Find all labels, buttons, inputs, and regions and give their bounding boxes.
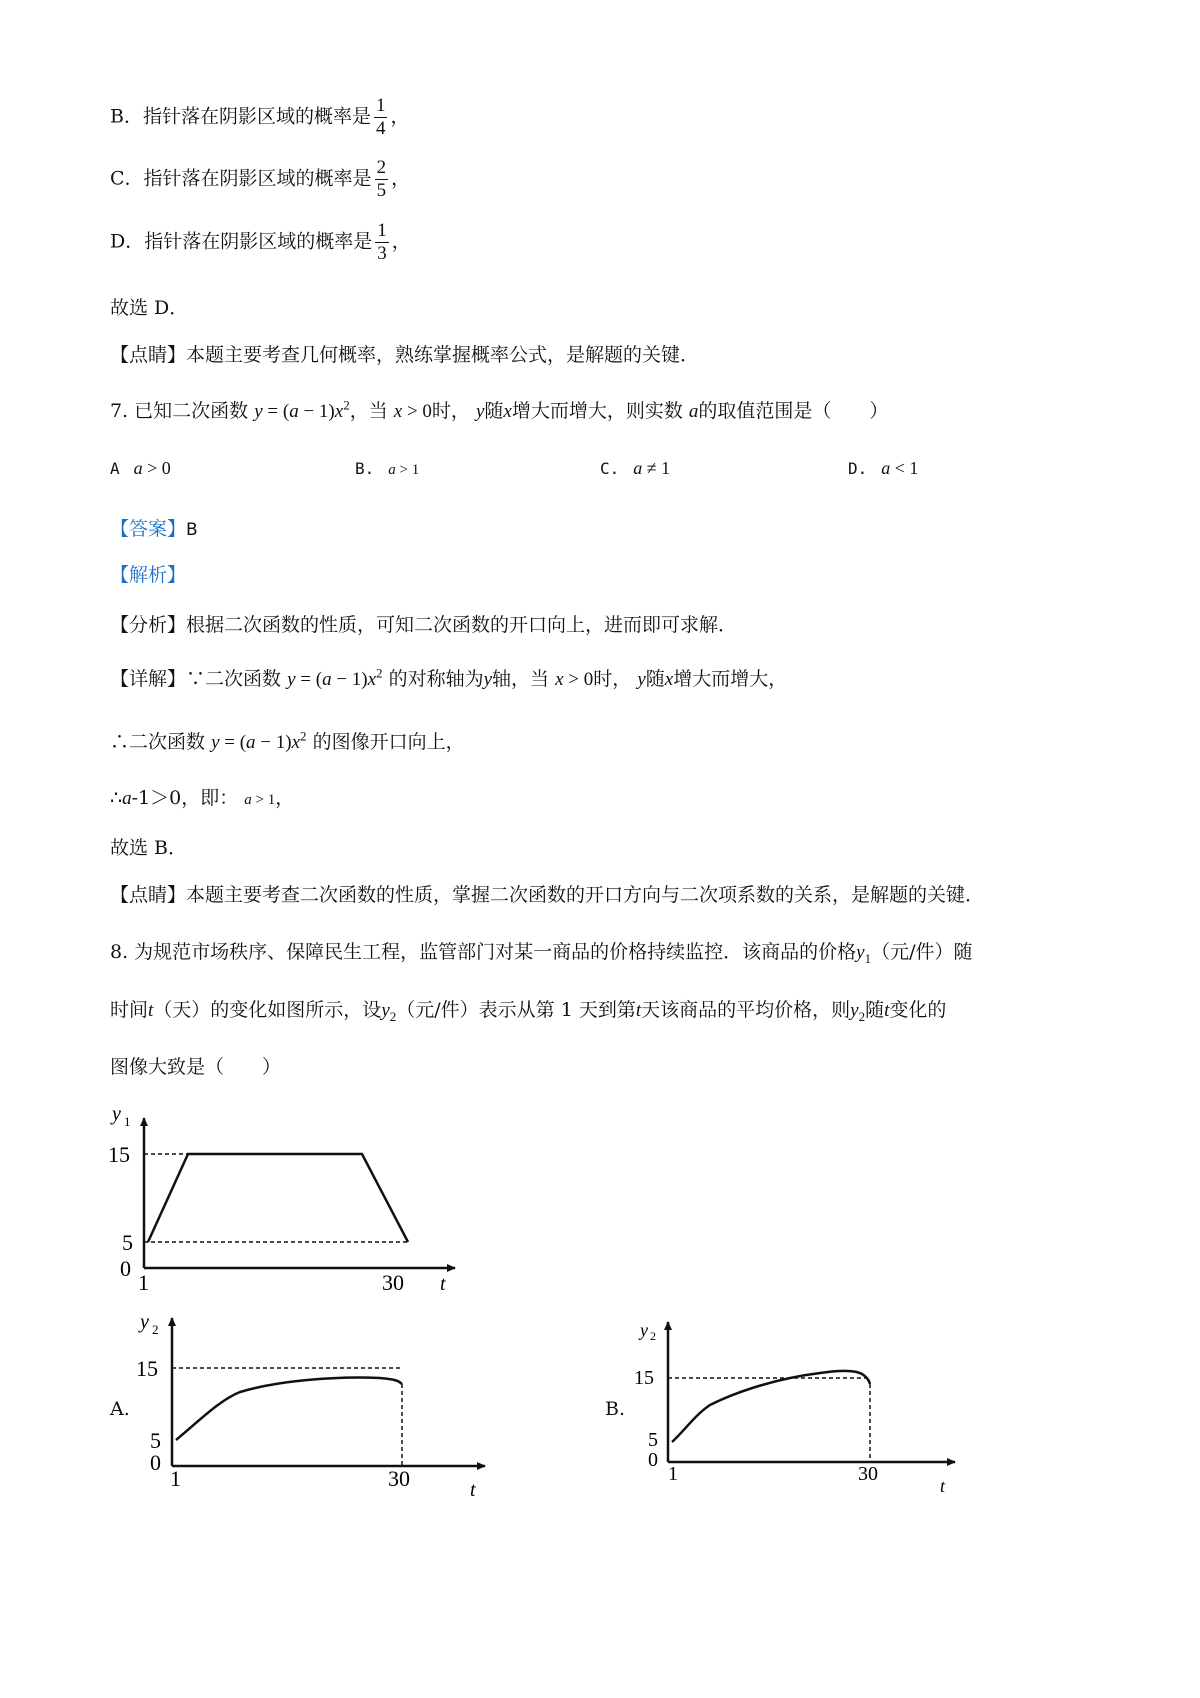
note-line: 【点睛】本题主要考查几何概率，熟练掌握概率公式，是解题的关键． (110, 344, 700, 366)
svg-text:30: 30 (388, 1466, 410, 1491)
q7-note-line: 【点睛】本题主要考查二次函数的性质，掌握二次函数的开口方向与二次项系数的关系，是解题的关键． (110, 884, 985, 906)
fraction: $\frac{1}{3}$ (377, 220, 387, 264)
graph-y1 (100, 1100, 480, 1300)
graph-b-option-label[interactable]: B. (605, 1398, 626, 1420)
graph-option-a[interactable] (136, 1300, 490, 1501)
solution-line-d: D．指针落在阴影区域的概率是 $\frac{1}{3}$ ， (110, 220, 411, 264)
q7-option-d[interactable]: D. a < 1 (848, 458, 919, 478)
svg-text:30: 30 (858, 1463, 878, 1485)
y2-curve-b (672, 1371, 870, 1442)
x-axis-label: t (440, 1273, 446, 1295)
svg-text:5: 5 (150, 1428, 161, 1453)
q7-option-b[interactable]: B. a > 1 (355, 459, 420, 478)
y1-curve (148, 1154, 408, 1242)
q8-line-1: 8. 为规范市场秩序、保障民生工程，监管部门对某一商品的价格持续监控．该商品的价格$y_1$（元/件）随 (110, 941, 973, 966)
graph-a-option-label[interactable]: A. (110, 1398, 130, 1420)
svg-text:t: t (940, 1476, 946, 1496)
tick-x-30: 30 (382, 1270, 404, 1295)
svg-text:t: t (470, 1479, 476, 1501)
svg-text:2: 2 (152, 1322, 159, 1337)
answer-value: B (186, 520, 198, 540)
tick-15: 15 (108, 1142, 130, 1167)
svg-text:y: y (640, 1320, 648, 1340)
origin-label: 0 (120, 1256, 131, 1281)
svg-text:15: 15 (634, 1367, 654, 1389)
q7-option-a[interactable]: A a > 0 (110, 458, 171, 478)
svg-text:1: 1 (170, 1466, 181, 1491)
y-axis-sub: 1 (124, 1114, 131, 1129)
graph-option-b[interactable] (630, 1300, 980, 1500)
therefore-line-1: ∴二次函数 $y = (a - 1)x^2$ 的图像开口向上， (110, 728, 465, 753)
solution-line-b: B．指针落在阴影区域的概率是 $\frac{1}{4}$ ， (110, 95, 410, 139)
q7-option-c[interactable]: C. a ≠ 1 (600, 458, 671, 478)
svg-text:5: 5 (648, 1429, 658, 1451)
fenxi-line: 【分析】根据二次函数的性质，可知二次函数的开口向上，进而即可求解． (110, 614, 738, 636)
svg-text:2: 2 (650, 1329, 656, 1343)
xiangjie-line: 【详解】∵二次函数 $y = (a - 1)x^2$ 的对称轴为y轴，当 x > 0时， y随x增大而增大， (110, 665, 788, 690)
solution-line-c: C．指针落在阴影区域的概率是 $\frac{2}{5}$ ， (110, 157, 411, 201)
y-axis-label: y (112, 1103, 121, 1125)
fraction: $\frac{1}{4}$ (375, 95, 386, 139)
svg-text:0: 0 (150, 1450, 161, 1475)
choose-line: 故选 D． (110, 297, 189, 319)
fraction: $\frac{2}{5}$ (376, 157, 387, 201)
note-tag: 【点睛】 (110, 344, 187, 366)
tick-5: 5 (122, 1230, 133, 1255)
answer-line (110, 514, 198, 541)
q7-choose-line: 故选 B． (110, 837, 188, 859)
svg-text:0: 0 (648, 1449, 658, 1471)
q7-stem: 7. 已知二次函数 $y = (a - 1)x^2$，当 x > 0时， y随x增大而增大，则实数 a的取值范围是（ ） (110, 397, 889, 422)
q8-line-3: 图像大致是（ ） (110, 1056, 282, 1078)
svg-text:y: y (140, 1311, 149, 1333)
svg-text:1: 1 (668, 1463, 678, 1485)
svg-text:15: 15 (136, 1356, 158, 1381)
answer-tag: 【答案】 (110, 518, 187, 540)
analysis-tag: 【解析】 (110, 564, 187, 586)
tick-x-1: 1 (138, 1270, 149, 1295)
q8-line-2: 时间t（天）的变化如图所示，设$y_2$（元/件）表示从第 1 天到第t天该商品的平均价格，则$y_2$随t变化的 (110, 999, 947, 1024)
y2-curve-a (176, 1378, 402, 1440)
therefore-line-2: ∴a-1＞0，即： a > 1， (110, 787, 295, 809)
